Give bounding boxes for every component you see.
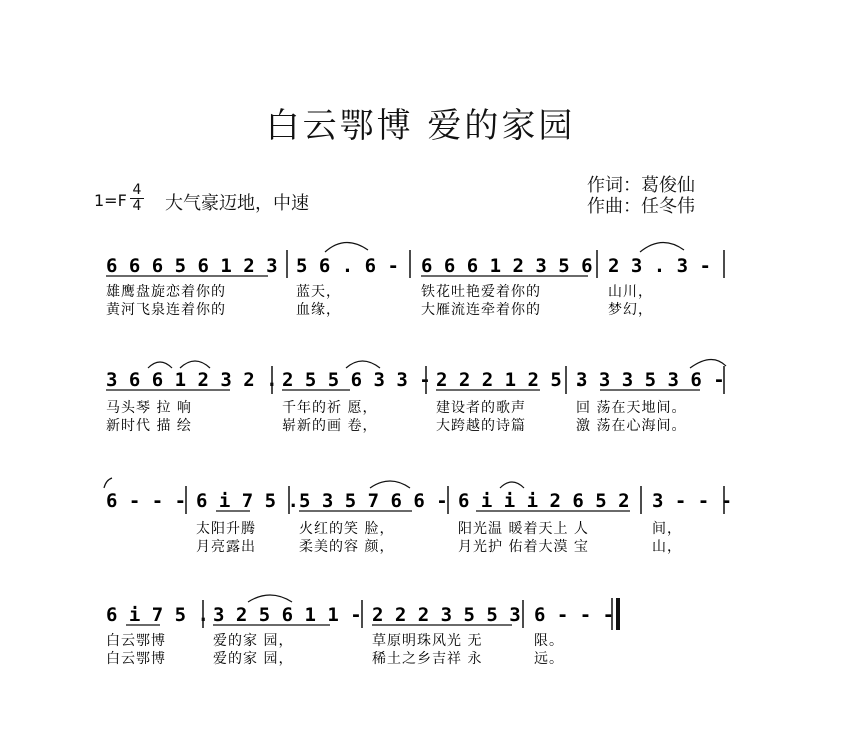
tie bbox=[500, 482, 524, 488]
measure: 5 6 . 6 - bbox=[296, 255, 399, 277]
lyric: 间， bbox=[652, 521, 682, 537]
tie bbox=[346, 361, 380, 368]
lyric: 草原明珠风光 无 bbox=[372, 633, 483, 649]
system-1 bbox=[106, 242, 724, 318]
key-signature: 1=F bbox=[94, 191, 127, 210]
lyricist-credit: 作词：葛俊仙 bbox=[587, 175, 695, 196]
system-2 bbox=[106, 359, 726, 434]
measure: 2 3 . 3 - bbox=[608, 255, 711, 277]
lyric: 黄河飞泉连着你的 bbox=[106, 302, 226, 318]
lyric: 远。 bbox=[534, 651, 564, 667]
lyric: 白云鄂博 bbox=[106, 651, 166, 667]
lyric: 山， bbox=[652, 539, 682, 555]
lyric: 爱的家 园， bbox=[213, 633, 294, 649]
lyric: 回 荡在天地间。 bbox=[576, 400, 687, 416]
lyric: 雄鹰盘旋恋着你的 bbox=[106, 284, 226, 300]
composer-credit: 作曲：任冬伟 bbox=[587, 196, 695, 217]
measure: 3 3 3 5 3 6 - bbox=[576, 369, 725, 391]
measure: 6 i 7 5 . bbox=[106, 604, 209, 626]
measure: 6 6 6 1 2 3 5 6 bbox=[421, 255, 593, 277]
lyric: 爱的家 园， bbox=[213, 651, 294, 667]
lyric: 血缘， bbox=[296, 302, 341, 318]
measure: 3 - - - bbox=[652, 490, 733, 512]
measure: 2 2 2 1 2 5 . bbox=[436, 369, 585, 391]
lyric: 铁花吐艳爱着你的 bbox=[421, 284, 541, 300]
lyric: 蓝天， bbox=[296, 284, 341, 300]
tie bbox=[325, 242, 368, 252]
measure: 3 6 6 1 2 3 2 . bbox=[106, 369, 278, 391]
time-sig-bottom: 4 bbox=[130, 198, 144, 214]
lyric: 月光护 佑着大漠 宝 bbox=[458, 539, 589, 555]
tempo-marking: 大气豪迈地，中速 bbox=[165, 193, 309, 214]
lyric: 大雁流连牵着你的 bbox=[421, 302, 541, 318]
lyric: 崭新的画 卷， bbox=[282, 418, 378, 434]
measure: 6 i i i 2 6 5 2 bbox=[458, 490, 630, 512]
lyric: 白云鄂博 bbox=[106, 633, 166, 649]
measure: 5 3 5 7 6 6 - bbox=[299, 490, 448, 512]
tie bbox=[370, 481, 410, 488]
lyric: 柔美的容 颜， bbox=[299, 539, 395, 555]
song-title: 白云鄂博 爱的家园 bbox=[265, 106, 576, 146]
time-sig-top: 4 bbox=[132, 182, 142, 198]
lyric: 梦幻， bbox=[608, 302, 653, 318]
lyric: 火红的笑 脸， bbox=[299, 521, 395, 537]
tie bbox=[640, 242, 684, 252]
lyric: 建设者的歌声 bbox=[436, 400, 526, 416]
tie bbox=[148, 362, 172, 368]
lyric: 山川， bbox=[608, 284, 653, 300]
measure: 3 2 5 6 1 1 - bbox=[213, 604, 362, 626]
lyric: 激 荡在心海间。 bbox=[576, 418, 687, 434]
tie bbox=[248, 595, 292, 602]
system-4 bbox=[106, 595, 618, 667]
lyric: 新时代 描 绘 bbox=[106, 418, 192, 434]
tie bbox=[104, 478, 112, 488]
system-3 bbox=[104, 478, 732, 555]
lyric: 大跨越的诗篇 bbox=[436, 418, 526, 434]
measure: 6 - - - bbox=[534, 604, 615, 626]
lyric: 马头琴 拉 响 bbox=[106, 400, 192, 416]
measure: 2 5 5 6 3 3 - bbox=[282, 369, 431, 391]
measure: 6 i 7 5 . bbox=[196, 490, 299, 512]
lyric: 千年的祈 愿， bbox=[282, 400, 378, 416]
tie bbox=[180, 361, 210, 368]
tie bbox=[690, 359, 726, 368]
measure: 6 - - - bbox=[106, 490, 187, 512]
lyric: 稀土之乡吉祥 永 bbox=[372, 651, 483, 667]
lyric: 月亮露出 bbox=[196, 539, 256, 555]
lyric: 太阳升腾 bbox=[196, 521, 256, 537]
measure: 2 2 2 3 5 5 3 bbox=[372, 604, 521, 626]
lyric: 限。 bbox=[534, 633, 564, 649]
lyric: 阳光温 暖着天上 人 bbox=[458, 521, 589, 537]
measure: 6 6 6 5 6 1 2 3 bbox=[106, 255, 278, 277]
